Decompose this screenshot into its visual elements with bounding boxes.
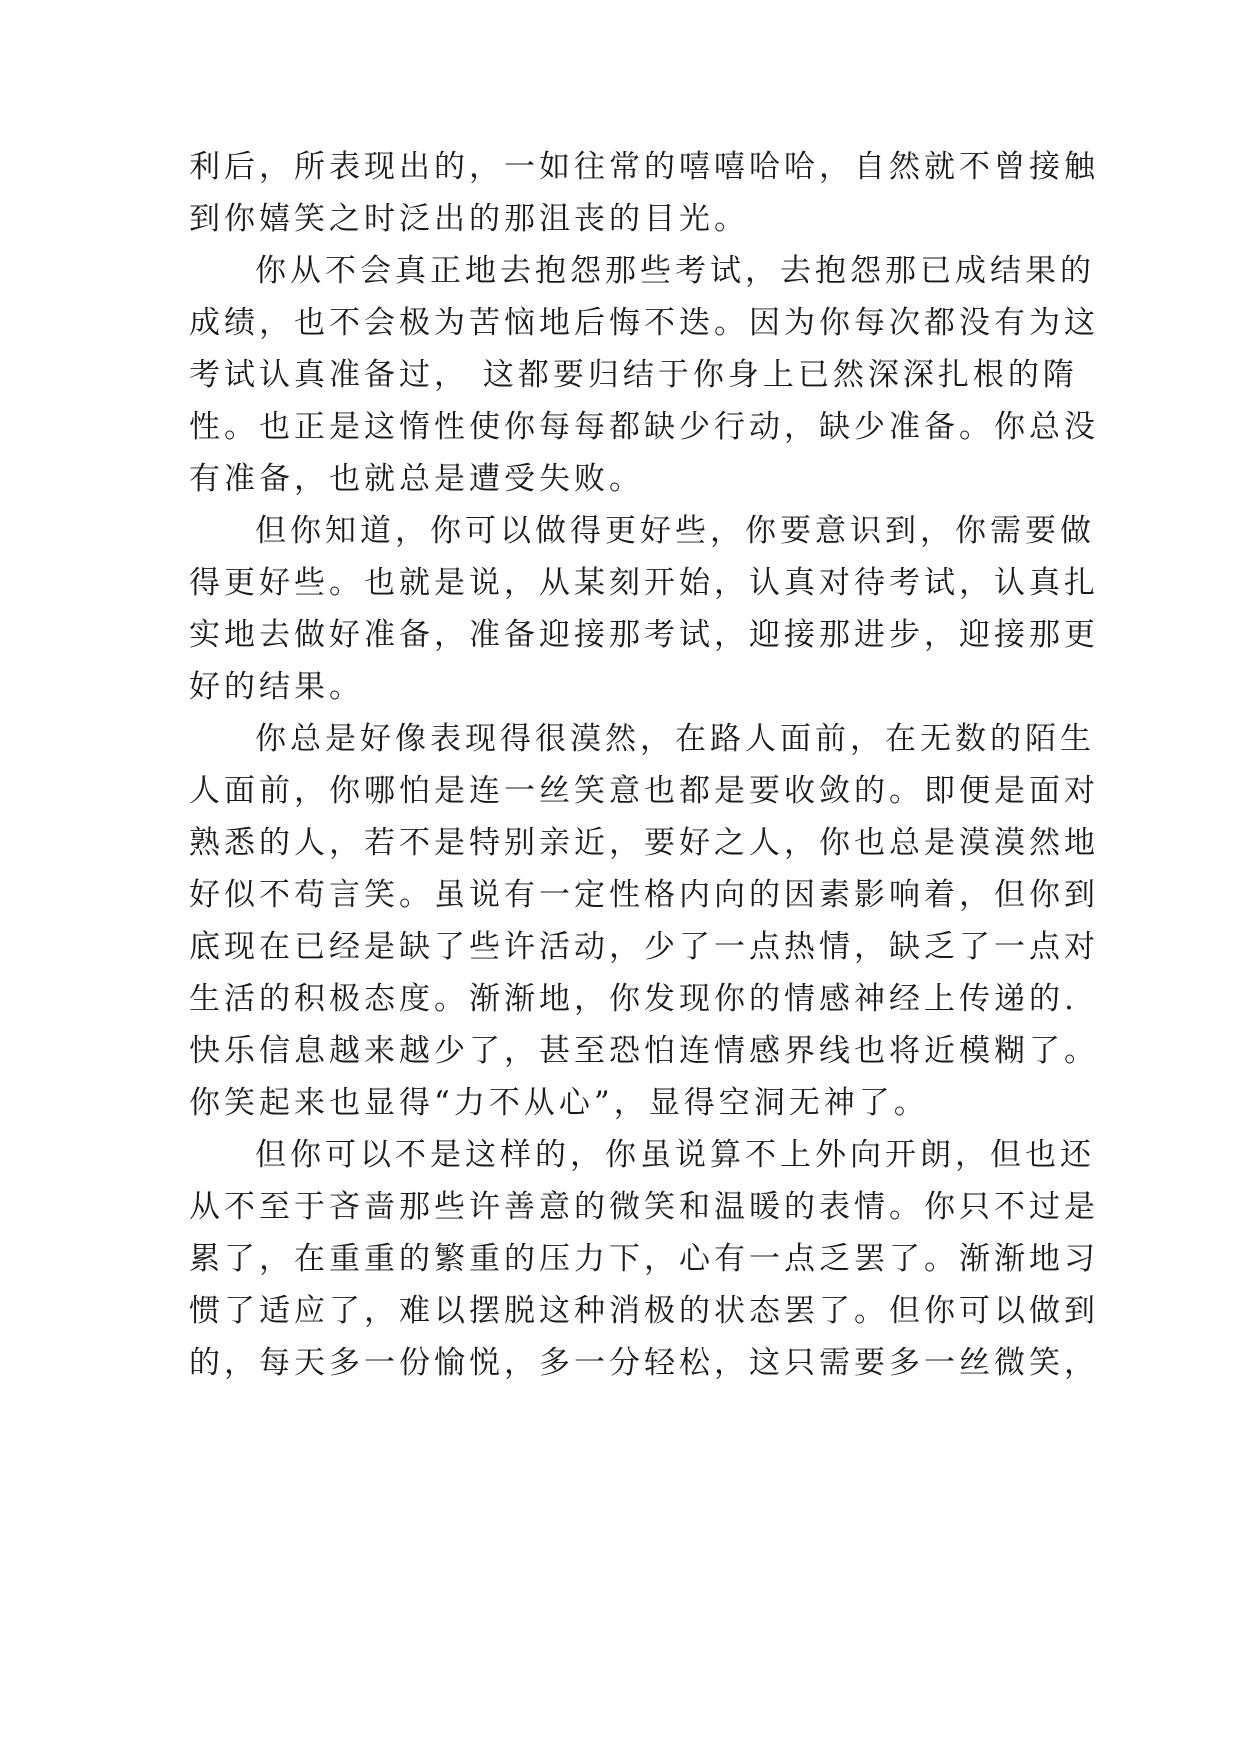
text-line: 你从不会真正地去抱怨那些考试，去抱怨那已成结果的 (255, 253, 1095, 289)
text-line: 性。也正是这惰性使你每每都缺少行动，缺少准备。你总没 (189, 409, 1099, 445)
text-line: 好的结果。 (189, 669, 364, 705)
text-line: 有准备，也就总是遭受失败。 (189, 461, 644, 497)
text-line: 熟悉的人，若不是特别亲近，要好之人，你也总是漠漠然地 (189, 825, 1099, 861)
text-line: 从不至于吝啬那些许善意的微笑和温暖的表情。你只不过是 (189, 1189, 1099, 1225)
text-line: 利后，所表现出的，一如往常的嘻嘻哈哈，自然就不曾接触 (189, 149, 1099, 185)
text-line: 好似不苟言笑。虽说有一定性格内向的因素影响着，但你到 (189, 877, 1099, 913)
text-line: 但你可以不是这样的，你虽说算不上外向开朗，但也还 (255, 1137, 1095, 1173)
text-line: 你笑起来也显得“力不从心”，显得空洞无神了。 (189, 1085, 929, 1121)
text-line: 得更好些。也就是说，从某刻开始，认真对待考试，认真扎 (189, 565, 1099, 601)
text-line: 但你知道，你可以做得更好些，你要意识到，你需要做 (255, 513, 1095, 549)
text-line: 底现在已经是缺了些许活动，少了一点热情，缺乏了一点对 (189, 929, 1099, 965)
text-line: 生活的积极态度。渐渐地，你发现你的情感神经上传递的. (189, 981, 1078, 1017)
text-line: 考试认真准备过， 这都要归结于你身上已然深深扎根的隋 (189, 357, 1078, 393)
text-line: 人面前，你哪怕是连一丝笑意也都是要收敛的。即便是面对 (189, 773, 1099, 809)
text-line: 实地去做好准备，准备迎接那考试，迎接那进步，迎接那更 (189, 617, 1099, 653)
text-line: 快乐信息越来越少了，甚至恐怕连情感界线也将近模糊了。 (189, 1033, 1099, 1069)
text-line: 成绩，也不会极为苦恼地后悔不迭。因为你每次都没有为这 (189, 305, 1099, 341)
text-line: 惯了适应了，难以摆脱这种消极的状态罢了。但你可以做到 (189, 1293, 1099, 1329)
text-line: 累了，在重重的繁重的压力下，心有一点乏罢了。渐渐地习 (189, 1241, 1099, 1277)
text-line: 到你嬉笑之时泛出的那沮丧的目光。 (189, 201, 749, 237)
text-line: 的，每天多一份愉悦，多一分轻松，这只需要多一丝微笑， (189, 1345, 1099, 1381)
text-line: 你总是好像表现得很漠然，在路人面前，在无数的陌生 (255, 721, 1095, 757)
